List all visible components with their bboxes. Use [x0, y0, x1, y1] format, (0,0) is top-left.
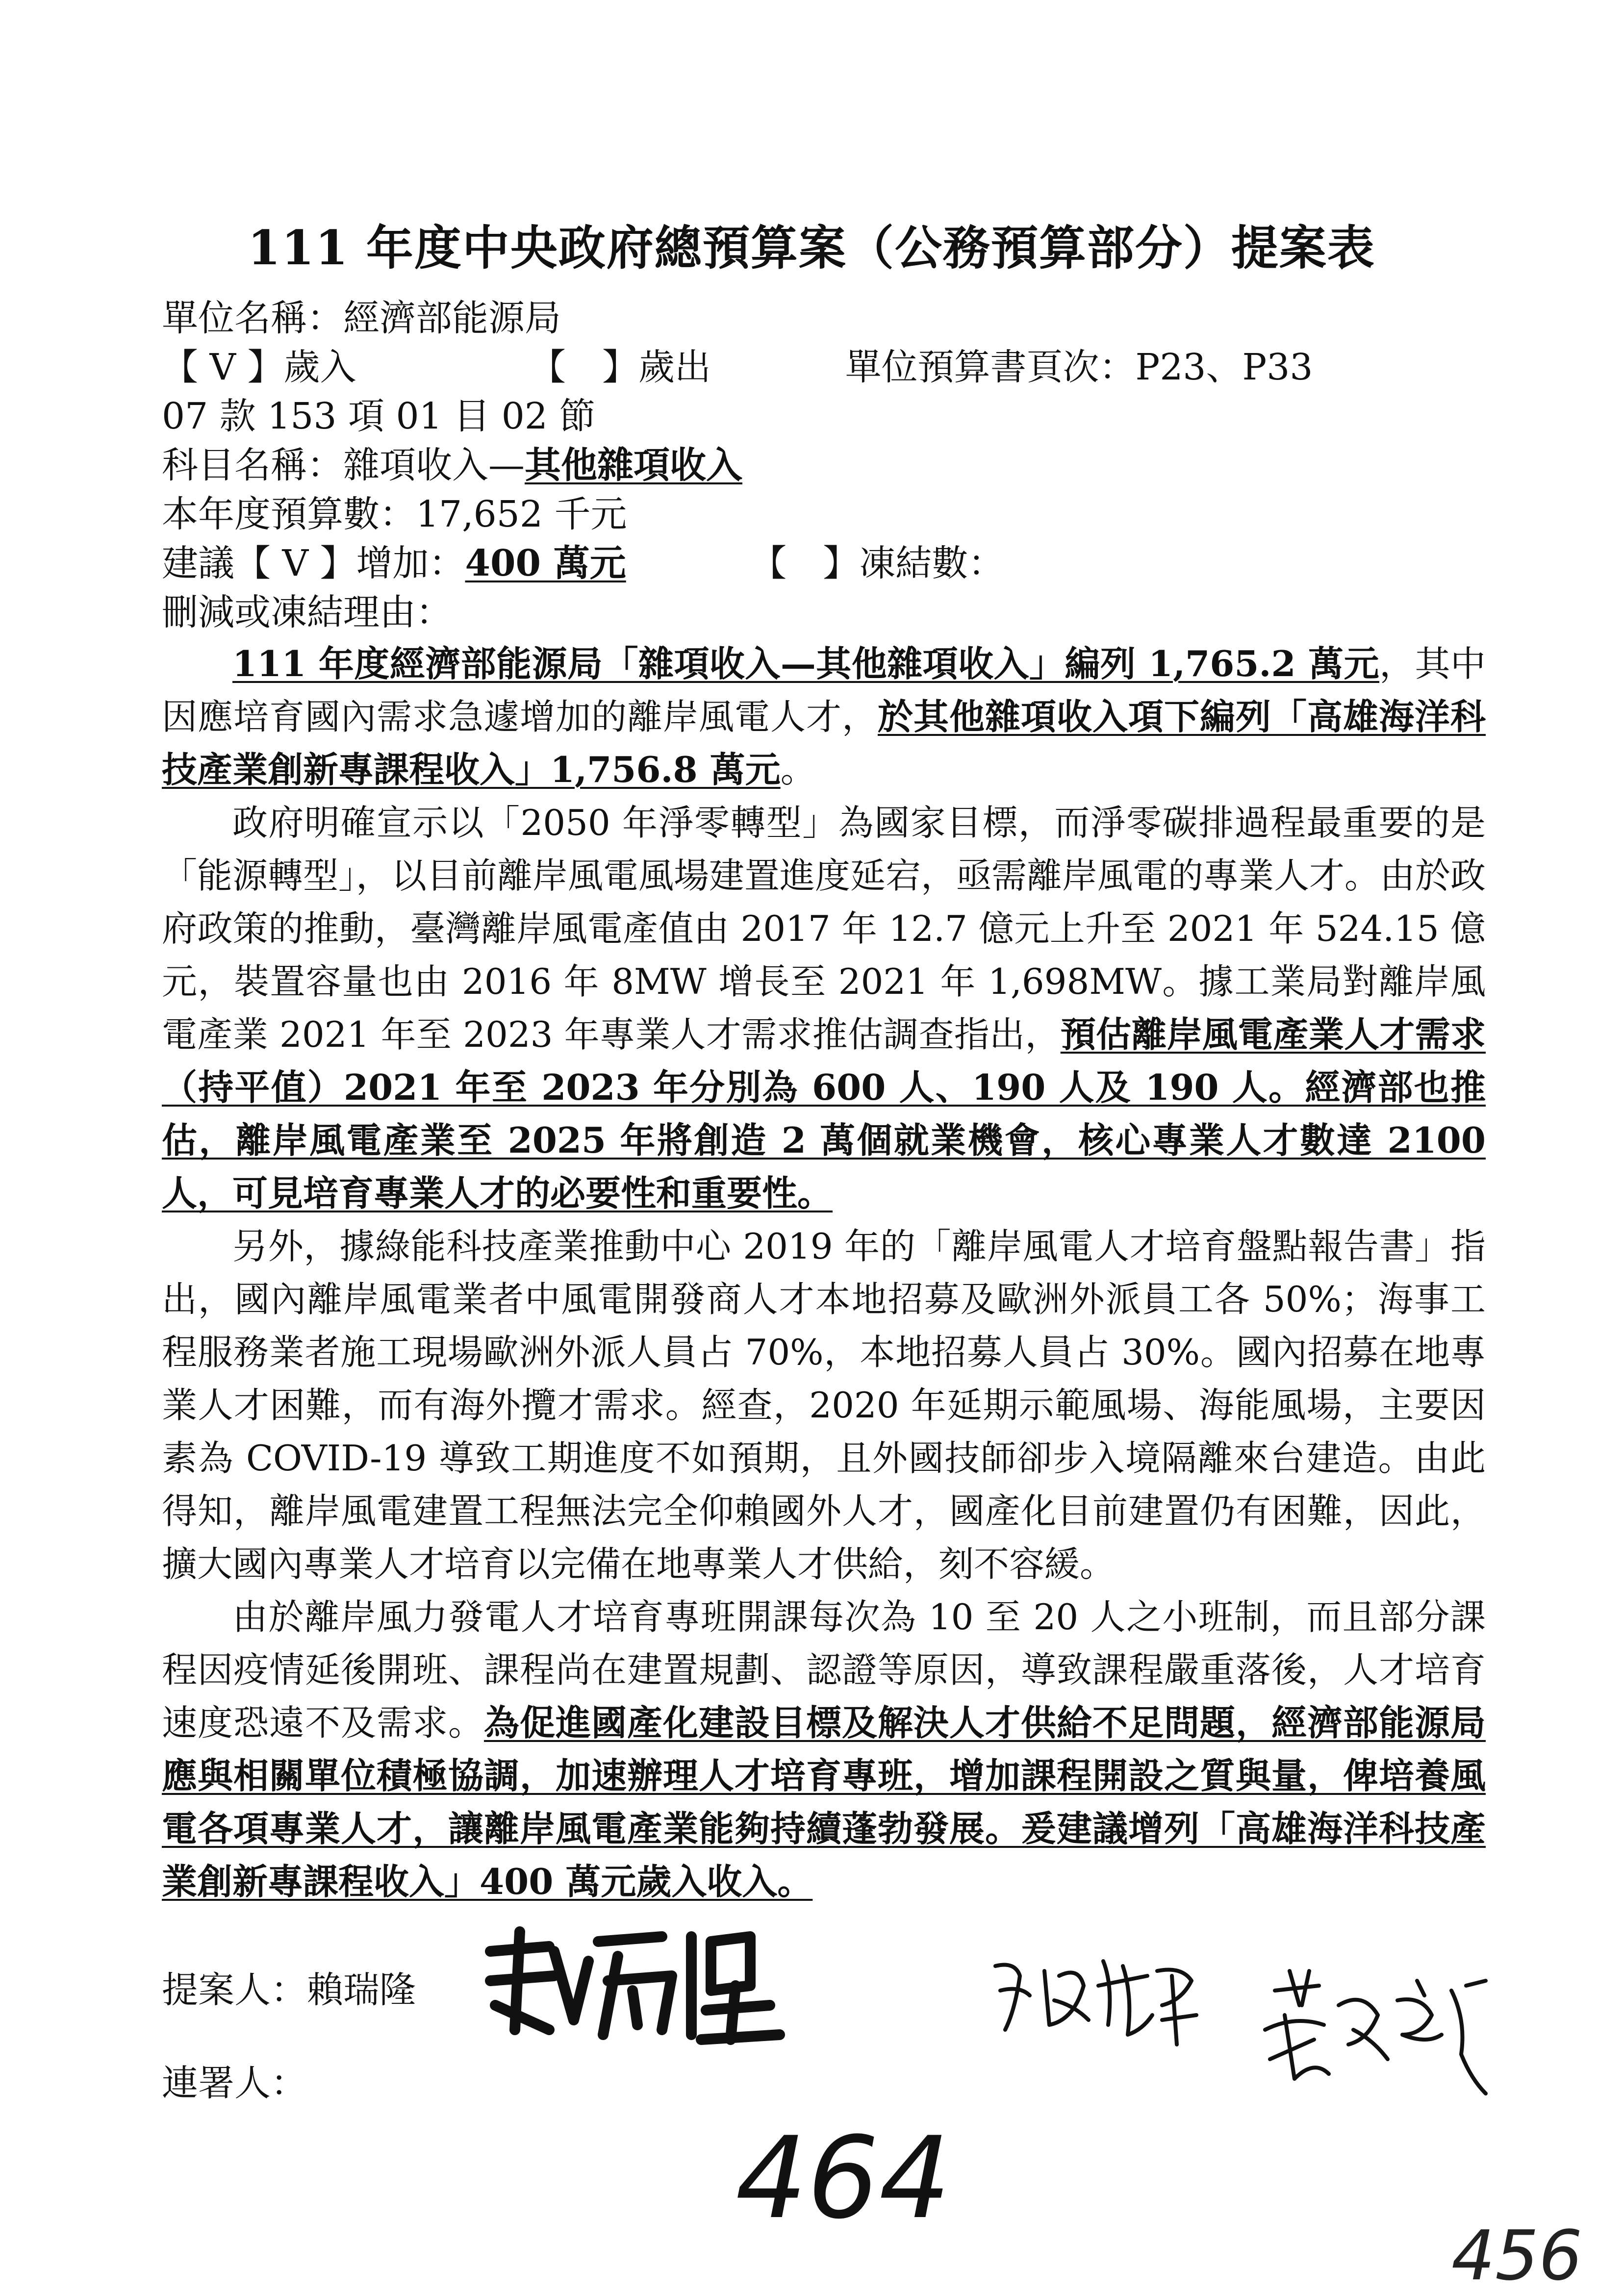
reason-body: [162, 637, 1486, 1908]
subject-value: 其他雜項收入: [525, 444, 742, 486]
current-budget: 本年度預算數：17,652 千元: [162, 493, 627, 535]
budget-code: 07 款 153 項 01 目 02 節: [162, 395, 596, 437]
p1-highlight-c: 於其他雜項收入項下編列「高雄海洋科技產業創新專課程收入」1,756.8 萬元: [162, 696, 1486, 790]
suggest-increase-value: 400 萬元: [465, 542, 626, 584]
p4-highlight-b: 為促進國產化建設目標及解決人才供給不足問題，經濟部能源局應與相關單位積極協調，加速辦理人才培育專班，增加課程開設之質與量，俾培養風電各項專業人才，讓離岸風電產業能夠持續蓬勃發展。爰建議增列「高雄海洋科技產業創新專課程收入」400 萬元歲入收入。: [162, 1702, 1486, 1902]
revenue-checkbox: 【 V 】歲入: [162, 346, 356, 388]
suggest-increase-label: 建議【 V 】增加：: [162, 542, 465, 584]
p4-text-a: 由於離岸風力發電人才培育專班開課每次為 10 至 20 人之小班制，而且部分課程因疫情延後開班、課程尚在建置規劃、認證等原因，導致課程嚴重落後，人才培育速度恐遠不及需求。: [162, 1596, 1486, 1743]
suggestion-row: [162, 534, 1004, 586]
p1-highlight-a: 111 年度經濟部能源局「雜項收入—其他雜項收入」編列 1,765.2 萬元: [232, 643, 1380, 684]
handwritten-number-corner: 456: [1451, 2216, 1583, 2296]
proposer: 提案人：賴瑞隆: [162, 1969, 416, 2011]
p1-text-b: ，其中因應培育國內需求急遽增加的離岸風電人才，: [162, 643, 1486, 737]
unit-name: 單位名稱：經濟部能源局: [162, 297, 561, 339]
paragraph-1: [162, 637, 1486, 796]
paragraph-4: [162, 1590, 1486, 1908]
paragraph-2: [162, 796, 1486, 1220]
paragraph-3: 另外，據綠能科技產業推動中心 2019 年的「離岸風電人才培育盤點報告書」指出，國內離岸風電業者中風電開發商人才本地招募及歐洲外派員工各 50%；海事工程服務業者施工現場歐洲外派人員占 70%，本地招募人員占 30%。國內招募在地專業人才困難，而有海外攬才需求。經查，2020 年延期示範風場、海能風場，主要因素為 COVID-19 導致工期進度不如預期，且外國技師卻步入境隔離來台建造。由此得知，離岸風電建置工程無法完全仰賴國外人才，國產化目前建置仍有困難，因此，擴大國內專業人才培育以完備在地專業人才供給，刻不容緩。: [162, 1226, 1486, 1585]
p2-text-a: 政府明確宣示以「2050 年淨零轉型」為國家目標，而淨零碳排過程最重要的是「能源轉型」，以目前離岸風電風場建置進度延宕，亟需離岸風電的專業人才。由於政府政策的推動，臺灣離岸風電產值由 2017 年 12.7 億元上升至 2021 年 524.15 億元，裝置容量也由 2016 年 8MW 增長至 2021 年 1,698MW。據工業局對離岸風電產業 2021 年至 2023 年專業人才需求推估調查指出，: [162, 802, 1486, 1055]
signature-proposer: [476, 1922, 809, 2049]
signature-cosigner-1: [986, 1946, 1221, 2054]
reason-label: 刪減或凍結理由：: [162, 591, 452, 633]
expense-checkbox: 【 】歲出: [530, 346, 711, 388]
page-title: 111 年度中央政府總預算案（公務預算部分）提案表: [248, 220, 1375, 276]
revenue-expense-row: [162, 338, 1313, 390]
cosigner-label: 連署人：: [162, 2062, 307, 2104]
subject-row: [162, 436, 742, 488]
budget-book-pages: 單位預算書頁次：P23、P33: [845, 346, 1313, 388]
handwritten-number-center: 464: [735, 2113, 951, 2244]
subject-label: 科目名稱：雜項收入—: [162, 444, 525, 486]
p2-highlight-b: 預估離岸風電產業人才需求（持平值）2021 年至 2023 年分別為 600 人、190 人及 190 人。經濟部也推估，離岸風電產業至 2025 年將創造 2 萬個就業機會，核心專業人才數達 2100 人，可見培育專業人才的必要性和重要性。: [162, 1013, 1486, 1214]
signature-cosigner-2: [1255, 1961, 1510, 2103]
freeze-amount: 【 】凍結數：: [750, 542, 1005, 584]
p1-text-d: 。: [780, 749, 816, 790]
